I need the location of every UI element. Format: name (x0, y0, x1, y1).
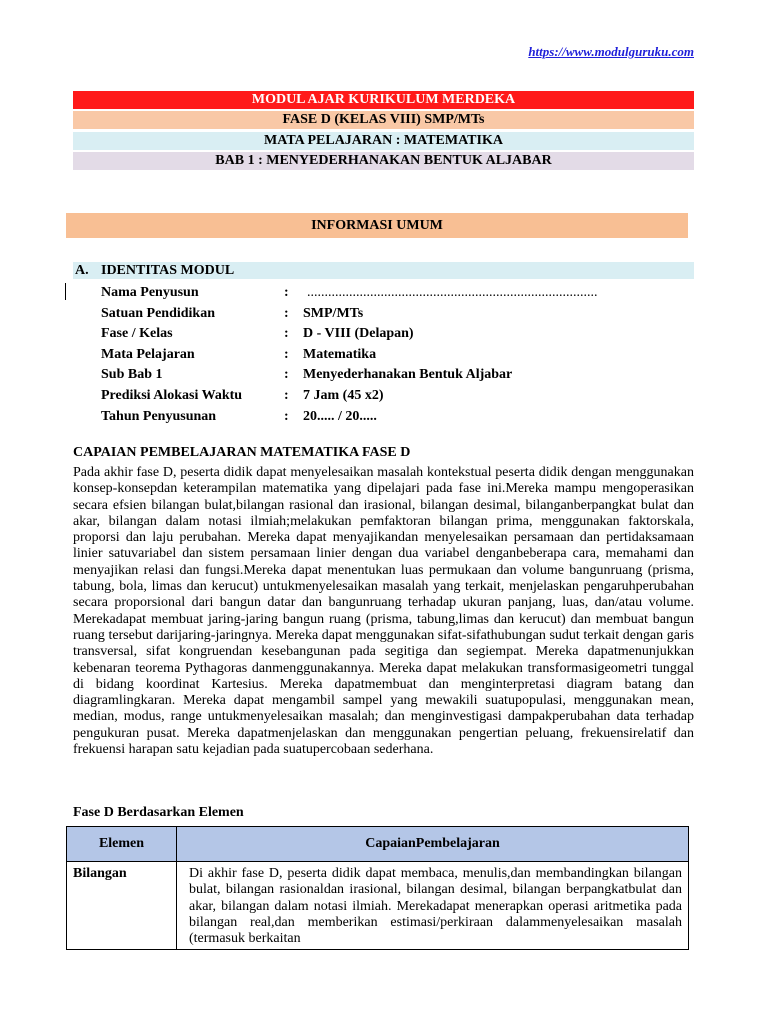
module-title-banner: MODUL AJAR KURIKULUM MERDEKA (73, 91, 694, 109)
general-info-heading: INFORMASI UMUM (66, 213, 688, 238)
learning-outcomes-paragraph: Pada akhir fase D, peserta didik dapat menyelesaikan masalah kontekstual peserta didik dengan menggunakan konsep-konsepdan keterampilan matematika yang dipelajari pada fase ini.Mereka mampu mengoperasikan secara efsien bilangan bulat,bilangan rasional dan irasional, bilangan desimal, bilanganberpangkat bulat dan akar, bilangan dalam notasi ilmiah;melakukan pemfaktoran bilangan prima, menggunakan faktorskala, proporsi dan laju perubahan. Mereka dapat menyajikandan menyelesaikan persamaan dan pertidaksamaan linier satuvariabel dan sistem persamaan linier dengan dua variabel denganbeberapa cara, memahami dan menyajikan relasi dan fungsi.Mereka dapat menentukan luas permukaan dan volume bangunruang (prisma, tabung, bola, limas dan kerucut) untukmenyelesaikan masalah yang terkait, menjelaskan pengaruhperubahan secara proporsional dari bangun datar dan bangunruang terhadap ukuran panjang, luas, dan/atau volume. Merekadapat membuat jaring-jaring bangun ruang (prisma, tabung,limas dan kerucut) dan membuat bangun ruang tersebut darijaring-jaringnya. Mereka dapat menggunakan sifat-sifathubungan sudut terkait dengan garis transversal, sifat kongruendan kesebangunan pada segitiga dan segiempat. Mereka dapatmenunjukkan kebenaran teorema Pythagoras danmenggunakannya. Mereka dapat melakukan transformasigeometri tunggal di bidang koordinat Kartesius. Mereka dapatmembuat dan menginterpretasi diagram batang dan diagramlingkaran. Mereka dapat mengambil sampel yang mewakili suatupopulasi, menggunakan mean, median, modus, range untukmenyelesaikan masalah; dan menginvestigasi dampakperubahan data terhadap pengukuran pusat. Mereka dapatmenjelaskan dan menggunakan pengertian peluang, frekuensirelatif dan frekuensi harapan satu kejadian pada suatupercobaan sederhana. (73, 465, 694, 758)
section-title: IDENTITAS MODUL (101, 263, 235, 278)
identity-value: D - VIII (Delapan) (303, 326, 414, 342)
table-header-row (67, 827, 689, 862)
outcome-cell: Di akhir fase D, peserta didik dapat membaca, menulis,dan membandingkan bilangan bulat, bilangan rasionaldan irasional, bilangan desimal, bilangan berpangkatbulat dan akar, bilangan dalam notasi ilmiah. Merekadapat menerapkan operasi aritmetika pada bilangan real,dan memberikan estimasi/perkiraan dalammenyelesaikan masalah (termasuk berkaitan (177, 862, 689, 950)
identity-colon: : (284, 367, 289, 383)
identity-row-school (101, 304, 661, 325)
section-a-heading (73, 262, 694, 279)
chapter-banner: BAB 1 : MENYEDERHANAKAN BENTUK ALJABAR (73, 152, 694, 170)
identity-label: Sub Bab 1 (101, 367, 163, 383)
phase-class-banner: FASE D (KELAS VIII) SMP/MTs (73, 111, 694, 129)
identity-row-subchapter (101, 365, 661, 386)
text-cursor (65, 283, 66, 300)
module-identity-list (101, 283, 661, 427)
identity-colon: : (284, 387, 289, 403)
identity-value: ................................................................................... (307, 285, 598, 300)
identity-value: SMP/MTs (303, 305, 364, 321)
learning-outcomes-title: CAPAIAN PEMBELAJARAN MATEMATIKA FASE D (73, 445, 411, 460)
identity-row-subject (101, 345, 661, 366)
identity-colon: : (284, 408, 289, 424)
identity-label: Fase / Kelas (101, 326, 173, 342)
identity-label: Nama Penyusun (101, 285, 199, 300)
identity-colon: : (284, 346, 289, 362)
section-number: A. (75, 263, 89, 278)
website-url-link[interactable]: https://www.modulguruku.com (528, 44, 694, 59)
identity-colon: : (284, 285, 289, 300)
phase-elements-table (66, 826, 689, 950)
identity-row-time (101, 386, 661, 407)
identity-row-author (101, 283, 661, 304)
identity-label: Prediksi Alokasi Waktu (101, 387, 243, 403)
identity-row-year (101, 407, 661, 428)
column-header-outcome: CapaianPembelajaran (177, 827, 689, 862)
identity-value: 7 Jam (45 x2) (303, 387, 384, 403)
identity-label: Tahun Penyusunan (101, 408, 217, 424)
subject-banner: MATA PELAJARAN : MATEMATIKA (73, 132, 694, 150)
identity-label: Satuan Pendidikan (101, 305, 215, 321)
identity-row-phase (101, 324, 661, 345)
phase-elements-title: Fase D Berdasarkan Elemen (73, 805, 244, 820)
element-cell: Bilangan (67, 862, 177, 950)
identity-value: Menyederhanakan Bentuk Aljabar (303, 367, 513, 383)
column-header-element: Elemen (67, 827, 177, 862)
identity-label: Mata Pelajaran (101, 346, 195, 362)
identity-value: 20..... / 20..... (303, 408, 377, 424)
table-row (67, 862, 689, 950)
identity-colon: : (284, 326, 289, 342)
identity-colon: : (284, 305, 289, 321)
identity-value: Matematika (303, 346, 377, 362)
